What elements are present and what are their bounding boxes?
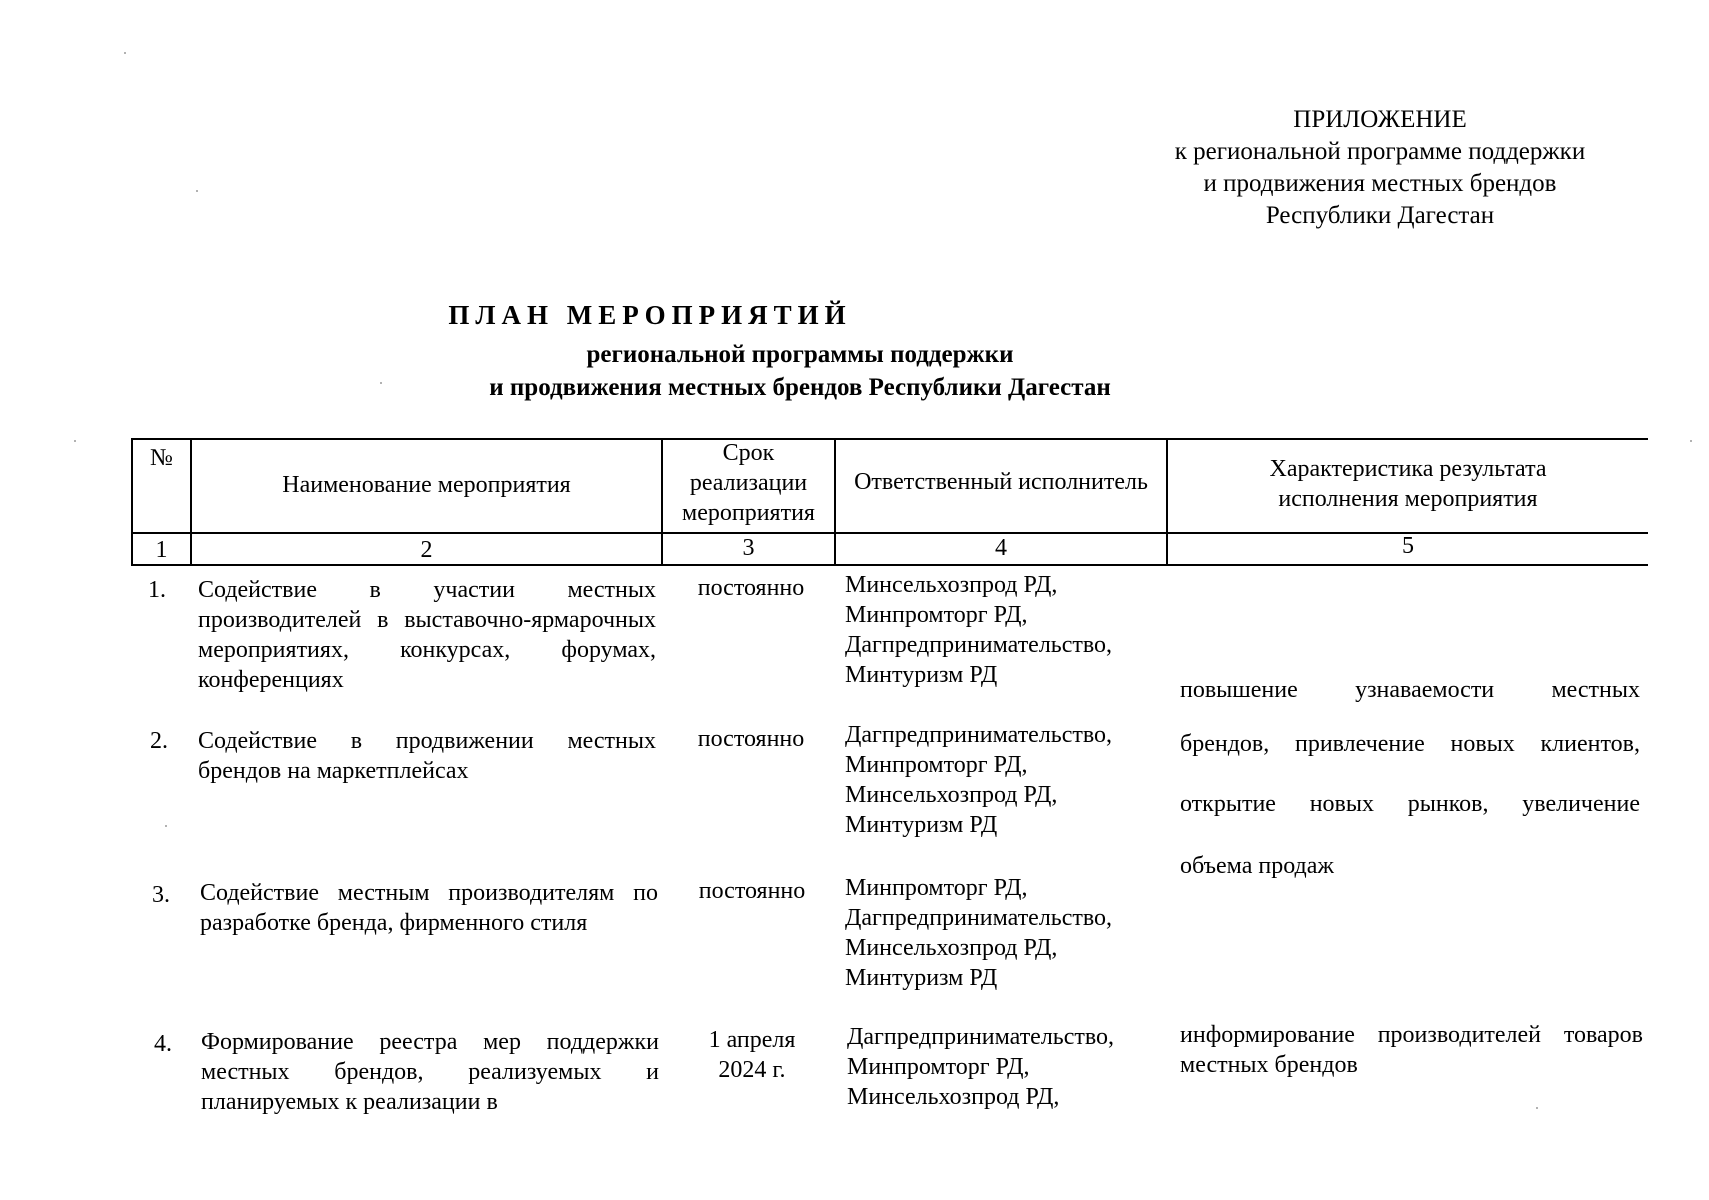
- row-2-executor-1: Дагпредпринимательство,: [845, 722, 1113, 748]
- row-2-executor-2: Минпромторг РД,: [845, 752, 1028, 778]
- colnum-5: 5: [1402, 533, 1414, 559]
- row-4-term-line-1: 1 апреля: [708, 1027, 796, 1053]
- row-3-executors: [845, 873, 1165, 993]
- colnum-2: 2: [420, 537, 433, 563]
- appendix-title: ПРИЛОЖЕНИЕ: [1293, 106, 1467, 133]
- scan-speck: [124, 52, 126, 54]
- row-1-num: 1.: [148, 577, 166, 603]
- header-result: [1168, 454, 1648, 514]
- row-4-executor-3: Минсельхозпрод РД,: [847, 1084, 1060, 1110]
- row-3-num: 3.: [152, 882, 170, 908]
- header-num: №: [150, 445, 173, 471]
- table-top-border: [131, 438, 1648, 440]
- header-term-line-3: мероприятия: [682, 500, 815, 526]
- header-term-line-1: Срок: [722, 440, 775, 466]
- colnum-4: 4: [995, 535, 1007, 561]
- row-4-name: Формирование реестра мер поддержки местных брендов, реализуемых и планируемых к реализации в: [201, 1029, 659, 1115]
- plan-subtitle-line-1: региональной программы поддержки: [586, 341, 1014, 368]
- row-4-executor-2: Минпромторг РД,: [847, 1054, 1030, 1080]
- row-1-name: Содействие в участии местных производителей в выставочно-ярмарочных мероприятиях, конкурсах, форумах, конференциях: [198, 577, 656, 693]
- scan-speck: [380, 382, 382, 384]
- row-3-executor-2: Дагпредпринимательство,: [845, 905, 1113, 931]
- appendix-line-2: и продвижения местных брендов: [1203, 170, 1557, 197]
- row-4-term: [677, 1025, 827, 1085]
- row-2-executor-3: Минсельхозпрод РД,: [845, 782, 1058, 808]
- row-3-name: Содействие местным производителям по разработке бренда, фирменного стиля: [200, 880, 658, 936]
- row-4-term-line-2: 2024 г.: [718, 1057, 786, 1083]
- appendix-line-3: Республики Дагестан: [1265, 202, 1495, 229]
- row-4-result: информирование производителей товаров местных брендов: [1180, 1022, 1643, 1078]
- header-result-line-2: исполнения мероприятия: [1278, 486, 1538, 512]
- row-1-executor-1: Минсельхозпрод РД,: [845, 572, 1058, 598]
- scan-speck: [74, 440, 76, 442]
- row-1-executor-2: Минпромторг РД,: [845, 602, 1028, 628]
- row-4-executors: [847, 1022, 1167, 1112]
- row-3-executor-3: Минсельхозпрод РД,: [845, 935, 1058, 961]
- row-2-executor-4: Минтуризм РД: [845, 812, 998, 838]
- row-4-executor-1: Дагпредпринимательство,: [847, 1024, 1115, 1050]
- plan-title: ПЛАН МЕРОПРИЯТИЙ: [448, 300, 852, 330]
- row-3-term: постоянно: [698, 878, 806, 904]
- appendix-block: [1100, 104, 1660, 232]
- header-executor: Ответственный исполнитель: [854, 469, 1148, 495]
- plan-subtitle-line-2: и продвижения местных брендов Республики Дагестан: [489, 374, 1111, 401]
- row-3-executor-4: Минтуризм РД: [845, 965, 998, 991]
- row-2-num: 2.: [150, 728, 168, 754]
- row-4-num: 4.: [154, 1031, 172, 1057]
- header-term: [663, 438, 834, 528]
- header-term-line-2: реализации: [689, 470, 808, 496]
- result-group-line-4: объема продаж: [1180, 853, 1334, 879]
- row-2-executors: [845, 720, 1165, 840]
- result-group-line-1: повышение узнаваемости местных: [1180, 677, 1640, 703]
- result-group-line-2: брендов, привлечение новых клиентов,: [1180, 731, 1640, 757]
- result-group-line-3: открытие новых рынков, увеличение: [1180, 791, 1640, 817]
- row-1-executor-4: Минтуризм РД: [845, 662, 998, 688]
- colnum-1: 1: [155, 537, 168, 563]
- header-result-line-1: Характеристика результата: [1269, 456, 1547, 482]
- row-2-name: Содействие в продвижении местных брендов на маркетплейсах: [198, 728, 656, 784]
- row-1-executors: [845, 570, 1165, 690]
- row-2-term: постоянно: [697, 726, 805, 752]
- row-3-executor-1: Минпромторг РД,: [845, 875, 1028, 901]
- row-1-term: постоянно: [697, 575, 805, 601]
- scan-speck: [1690, 440, 1692, 442]
- plan-subtitle: [300, 338, 1300, 404]
- scan-speck: [196, 190, 198, 192]
- appendix-line-1: к региональной программе поддержки: [1174, 138, 1586, 165]
- header-name: Наименование мероприятия: [282, 472, 571, 498]
- row-1-executor-3: Дагпредпринимательство,: [845, 632, 1113, 658]
- colnum-3: 3: [742, 535, 755, 561]
- scan-speck: [165, 825, 167, 827]
- scan-speck: [1536, 1107, 1538, 1109]
